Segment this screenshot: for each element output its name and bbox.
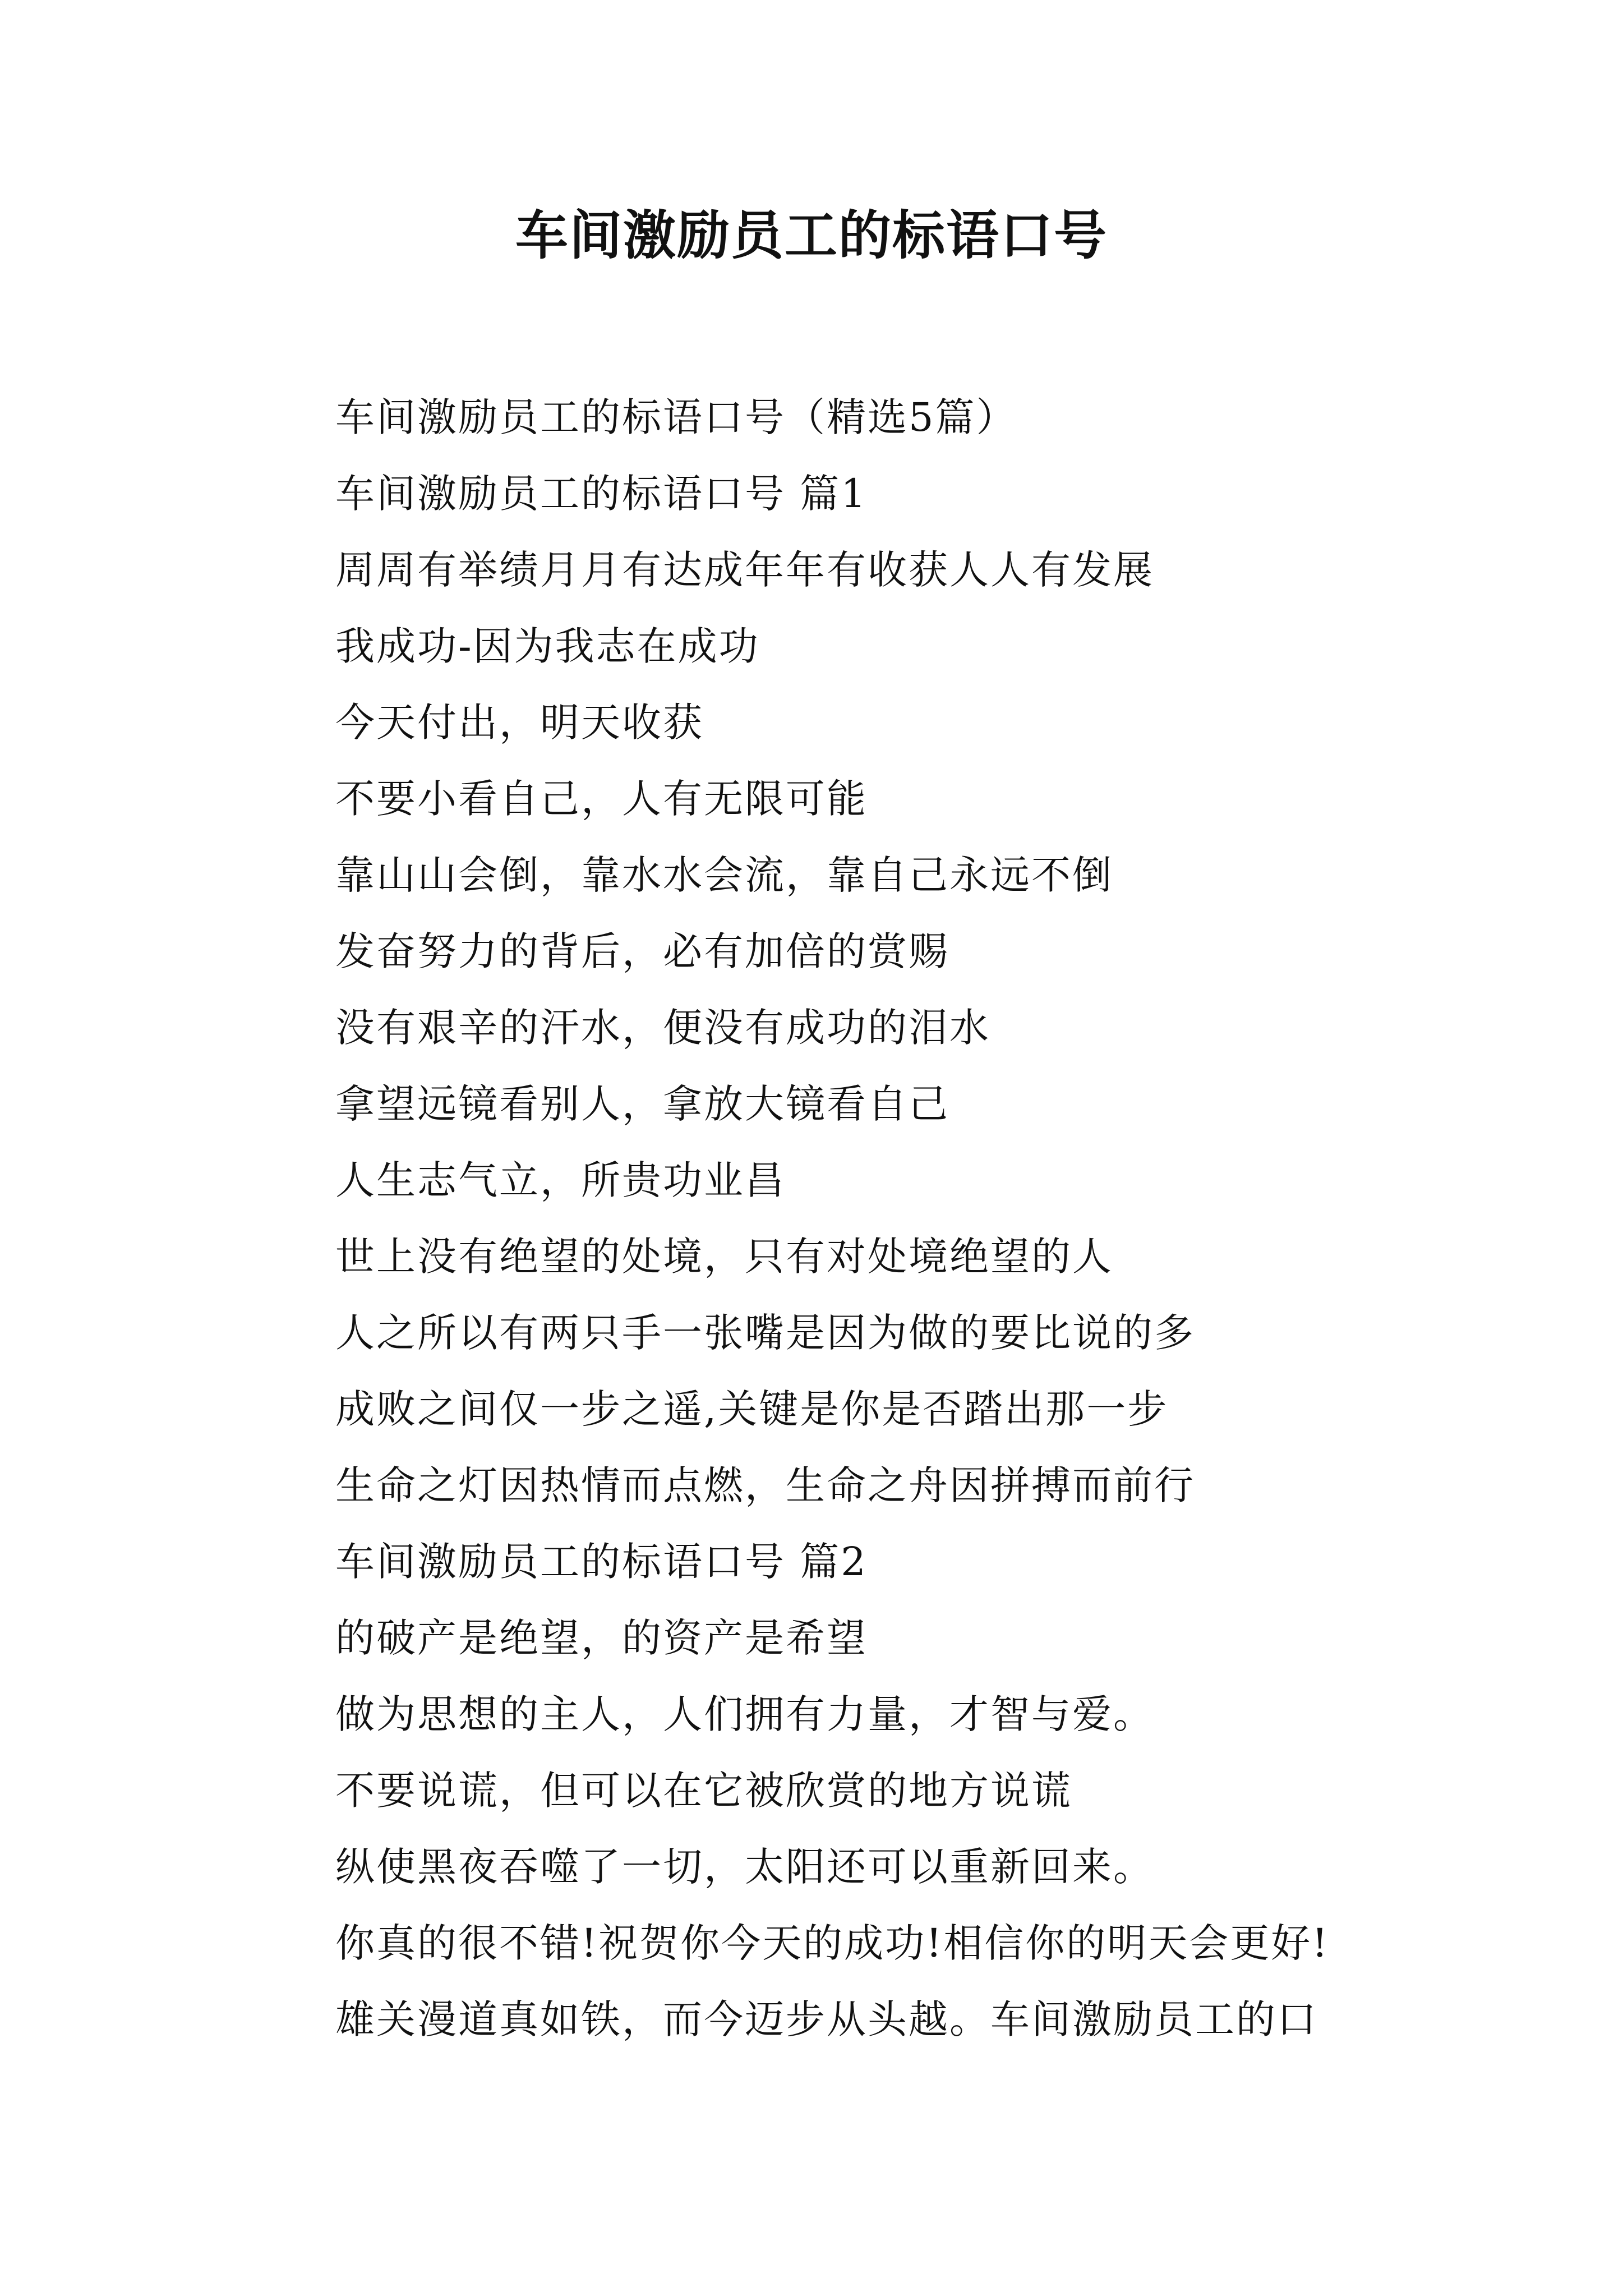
slogan-line: 我成功-因为我志在成功 [335,623,760,669]
slogan-line: 拿望远镜看别人，拿放大镜看自己 [335,1081,949,1127]
slogan-line: 不要小看自己，人有无限可能 [335,776,868,822]
slogan-line: 人之所以有两只手一张嘴是因为做的要比说的多 [335,1310,1195,1356]
slogan-line: 没有艰辛的汗水，便没有成功的泪水 [335,1005,990,1051]
document-body [335,379,1401,2058]
section-heading-2: 车间激励员工的标语口号 篇2 [335,1539,868,1585]
slogan-line: 的破产是绝望，的资产是希望 [335,1615,868,1661]
slogan-line: 生命之灯因热情而点燃，生命之舟因拼搏而前行 [335,1462,1195,1508]
intro-line: 车间激励员工的标语口号（精选5篇） [335,394,1017,440]
document-title: 车间激励员工的标语口号 [515,205,1108,266]
slogan-line: 世上没有绝望的处境，只有对处境绝望的人 [335,1234,1113,1280]
slogan-line: 人生志气立，所贵功业昌 [335,1157,786,1203]
slogan-line: 成败之间仅一步之遥,关键是你是否踏出那一步 [335,1386,1169,1432]
slogan-line: 做为思想的主人，人们拥有力量，才智与爱。 [335,1691,1154,1737]
slogan-line: 不要说谎，但可以在它被欣赏的地方说谎 [335,1768,1072,1814]
slogan-line: 雄关漫道真如铁，而今迈步从头越。车间激励员工的口 [335,1996,1318,2042]
slogan-line: 纵使黑夜吞噬了一切，太阳还可以重新回来。 [335,1844,1154,1890]
slogan-line: 靠山山会倒，靠水水会流，靠自己永远不倒 [335,852,1113,898]
slogan-line: 今天付出，明天收获 [335,700,704,746]
section-heading-1: 车间激励员工的标语口号 篇1 [335,471,868,517]
slogan-line: 发奋努力的背后，必有加倍的赏赐 [335,928,949,974]
slogan-line: 你真的很不错!祝贺你今天的成功!相信你的明天会更好! [335,1920,1330,1966]
slogan-line: 周周有举绩月月有达成年年有收获人人有发展 [335,547,1154,593]
